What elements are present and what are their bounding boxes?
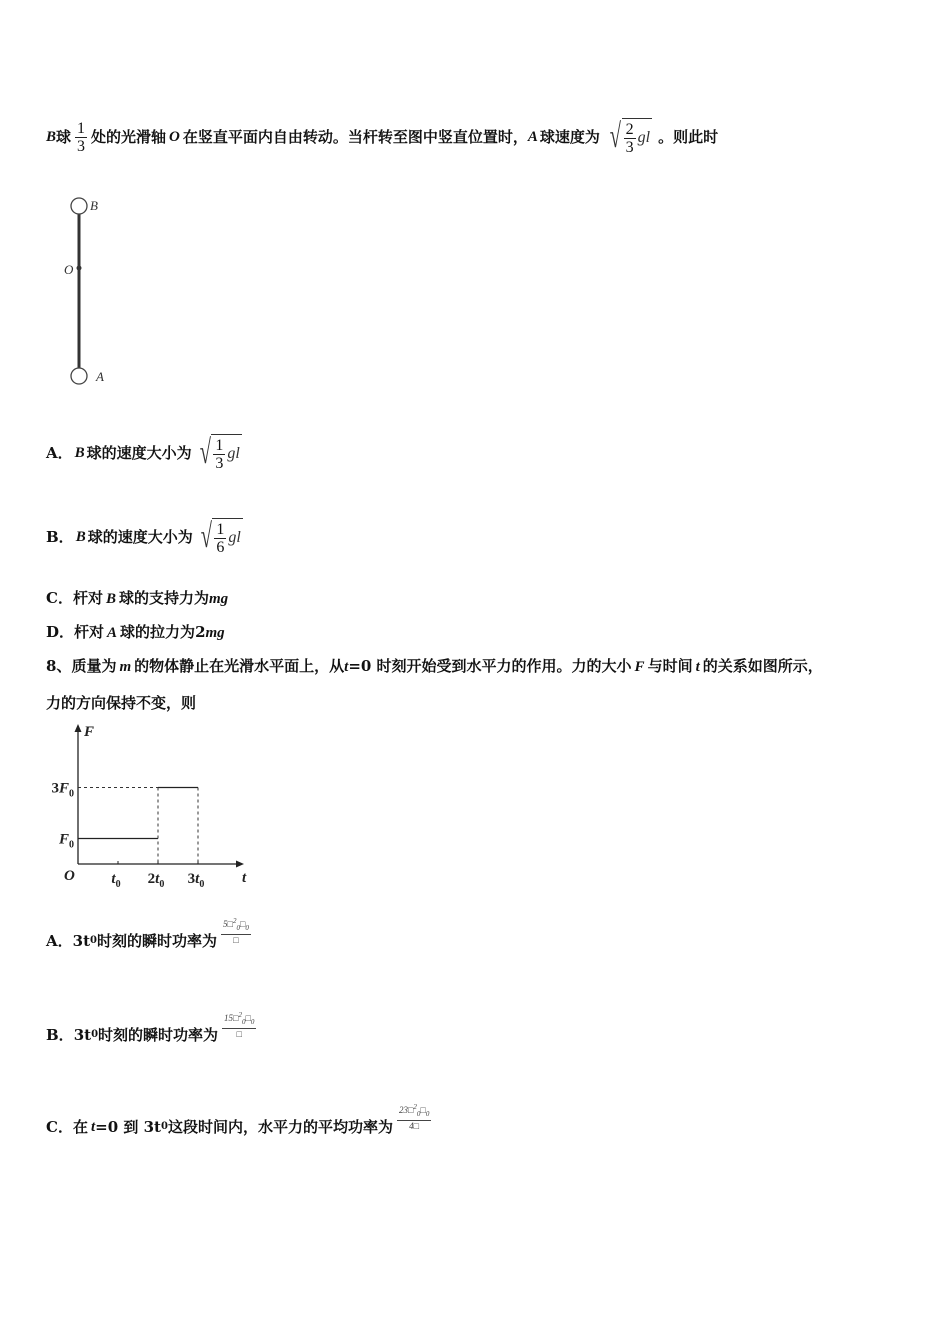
gl: gl [637,128,651,146]
option-key: C． [46,1118,73,1136]
option-key: D． [46,623,75,641]
sqrt-sign: √ [609,118,621,155]
text: =0 到 3t [95,1118,161,1136]
q7-option-c[interactable] [46,588,228,609]
sqrt-sign: √ [199,434,211,471]
fraction [214,521,226,556]
text: 力的方向保持不变，则 [46,694,197,712]
sqrt-expression [197,518,243,556]
x-axis-arrow [236,861,244,868]
subscript: 0 [91,1029,99,1040]
radicand [211,434,241,472]
q8-option-a[interactable] [46,916,251,966]
text: 球速度为 [539,128,600,146]
y-axis-label: F [84,724,95,740]
option-text: 时刻的瞬时功率为 [96,932,217,950]
text: 在竖直平面内自由转动。当杆转至图中竖直位置时， [182,128,528,146]
option-text: 球的支持力为 [118,589,209,607]
y-tick-label: $F_0$ [58,831,74,851]
var-o: O [169,129,180,145]
var-t: t [695,659,700,675]
force-time-chart [40,722,260,897]
var-a: A [527,129,538,145]
frac-den: 3 [77,137,86,155]
option-text: 球的速度大小为 [86,444,192,462]
text: 质量为 [71,657,117,675]
option-text: 球的拉力为 [120,623,196,641]
q8-stem-line2 [46,693,196,713]
option-key: C． [46,589,73,607]
subscript: 0 [160,1121,168,1132]
q7-option-d[interactable] [46,622,225,643]
sqrt-expression [606,118,652,156]
option-key: B． [46,528,74,546]
x-tick-label: $t_0$ [111,871,121,890]
pivot-o [77,266,82,271]
coef: 2 [195,623,206,641]
var: A [107,625,118,641]
rod-figure [40,190,130,390]
sqrt-expression [196,434,242,472]
label-b: B [90,198,98,213]
frac-num: $15□^2_0□_0$ [222,1010,256,1029]
text: =0 时刻开始受到水平力的作用。力的大小 [348,657,632,675]
radicand [212,518,242,556]
frac-den: □ [233,934,239,945]
label-a: A [96,369,104,384]
option-pre: 3t [73,1026,92,1044]
frac-num: 1 [77,119,86,137]
q7-option-b[interactable] [46,512,243,562]
q8-option-c[interactable] [46,1102,431,1152]
sqrt-sign: √ [200,518,212,555]
frac-num: 2 [625,121,634,138]
power-fraction [397,1102,431,1132]
ball-b [71,198,87,214]
option-text: 时刻的瞬时功率为 [98,1026,219,1044]
ball-a [71,368,87,384]
gl: gl [228,528,241,546]
var: B [74,445,85,461]
var-b: B [46,129,57,145]
mg: mg [205,625,225,641]
fraction [624,121,636,156]
fraction-one-third [75,120,87,155]
var-m: m [119,659,132,675]
var-f: F [634,659,645,675]
option-text: 球的速度大小为 [87,528,193,546]
power-fraction [221,916,251,946]
subscript: 0 [90,935,97,946]
text: 与时间 [647,657,693,675]
text: 球 [56,128,72,146]
fraction [213,437,225,472]
x-tick-label: $3t_0$ [187,871,205,890]
frac-num: $5□^2_0□_0$ [221,916,251,935]
q8-stem-line1 [46,656,823,677]
frac-den: 6 [216,539,225,556]
var-t: t [344,659,349,675]
x-axis-label: t [242,870,247,886]
frac-den: □ [236,1028,242,1039]
option-text: 这段时间内，水平力的平均功率为 [167,1118,393,1136]
x-tick-label: $2t_0$ [147,871,165,890]
text: 处的光滑轴 [91,128,167,146]
option-key: A． [46,932,73,950]
q7-option-a[interactable] [46,428,242,478]
q7-stem [46,112,718,162]
frac-den: 3 [625,139,634,156]
option-key: B． [46,1026,74,1044]
frac-num: $23□^2_0□_0$ [397,1102,431,1121]
option-pre: 杆对 [74,623,105,641]
power-fraction [222,1010,256,1040]
text: 。则此时 [658,128,719,146]
q8-option-b[interactable] [46,1010,256,1060]
text: 的关系如图所示， [702,657,823,675]
option-pre: 杆对 [72,589,103,607]
mg: mg [209,591,229,607]
radicand [622,118,652,156]
y-axis-arrow [75,724,82,732]
label-o: O [64,262,74,277]
var-t: t [90,1119,96,1135]
option-key: A． [46,444,73,462]
option-pre: 3t [72,932,91,950]
question-number: 8、 [46,657,72,675]
origin-label: O [64,868,75,884]
frac-den: 3 [215,455,224,472]
option-pre: 在 [72,1118,88,1136]
var: B [105,591,116,607]
y-tick-label: $3F_0$ [51,780,74,800]
frac-den: 4□ [409,1120,420,1131]
var: B [75,529,86,545]
gl: gl [227,444,240,462]
frac-num: 1 [216,521,225,538]
text: 的物体静止在光滑水平面上，从 [134,657,345,675]
frac-num: 1 [215,437,224,454]
